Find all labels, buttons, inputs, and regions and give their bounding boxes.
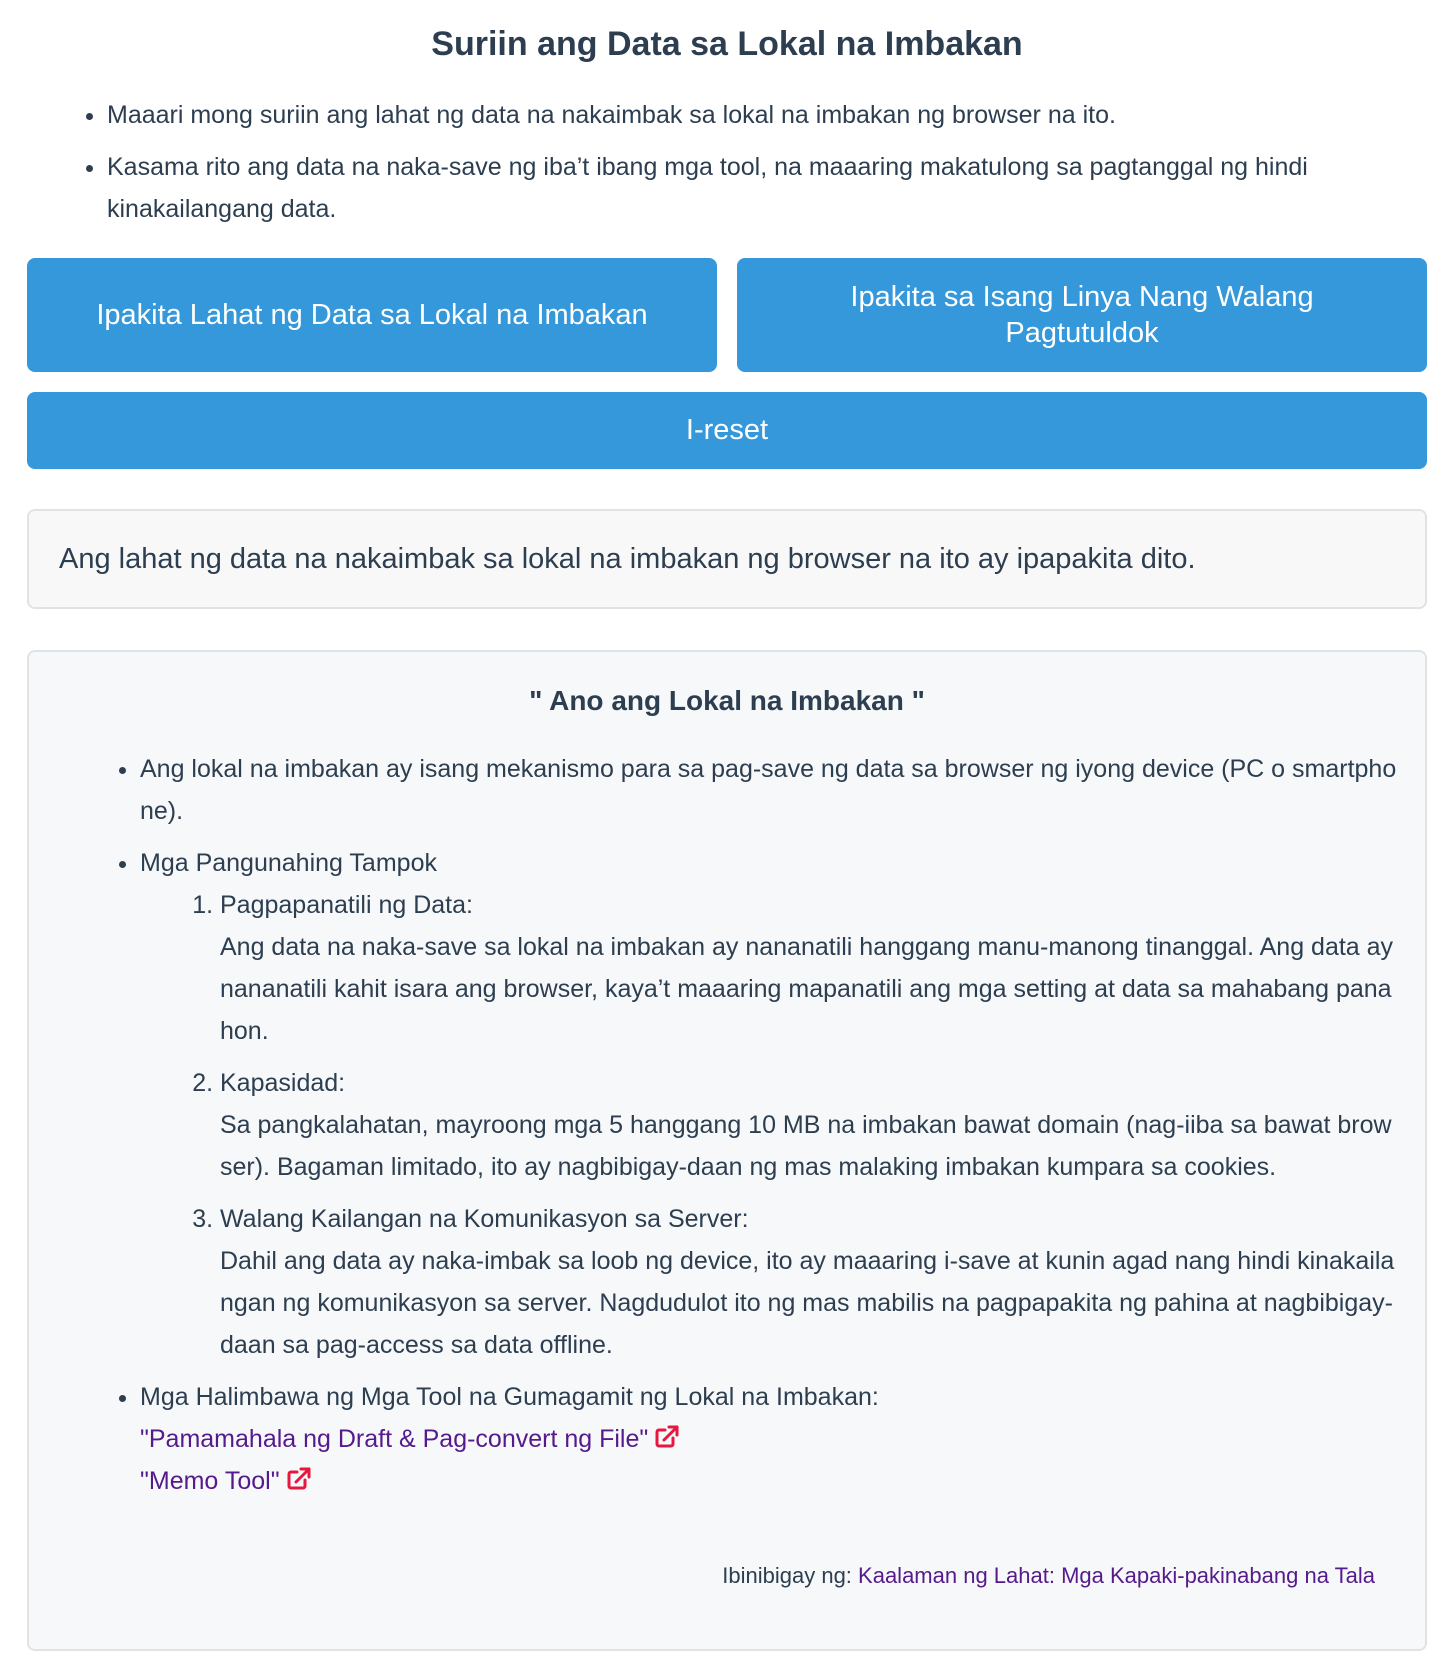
features-item bbox=[140, 842, 1400, 1366]
feature-title: Kapasidad: bbox=[220, 1069, 346, 1097]
intro-item: • Kasama rito ang data na naka-save ng iba’t ibang mga tool, na maaaring makatulong sa pagtanggal ng hindi kinakailangang data. bbox=[107, 146, 1387, 230]
action-buttons bbox=[27, 258, 1427, 372]
draft-tool-link-text: "Pamamahala ng Draft & Pag-convert ng File" bbox=[140, 1425, 649, 1453]
info-heading: " Ano ang Lokal na Imbakan " bbox=[529, 685, 925, 716]
credit-link[interactable]: Kaalaman ng Lahat: Mga Kapaki-pakinabang na Tala bbox=[858, 1563, 1375, 1588]
feature-item bbox=[220, 1198, 1400, 1366]
memo-tool-link[interactable] bbox=[140, 1467, 312, 1495]
page-title: Suriin ang Data sa Lokal na Imbakan bbox=[431, 25, 1023, 63]
intro-item: • Maaari mong suriin ang lahat ng data na nakaimbak sa lokal na imbakan ng browser na ito. bbox=[107, 94, 1387, 136]
output-text: Ang lahat ng data na nakaimbak sa lokal na imbakan ng browser na ito ay ipapakita dito. bbox=[59, 542, 1196, 575]
draft-tool-link[interactable] bbox=[140, 1425, 680, 1453]
output-box bbox=[27, 509, 1427, 609]
definition-item bbox=[140, 748, 1400, 832]
feature-desc: Ang data na naka-save sa lokal na imbakan ay nananatili hanggang manu-manong tinanggal. Ang data ay nananatili kahit isara ang browser, kaya’t maaaring mapanatili ang mga setting at data sa mahabang panahon. bbox=[220, 933, 1394, 1045]
memo-tool-link-text: "Memo Tool" bbox=[140, 1467, 280, 1495]
feature-title: Pagpapanatili ng Data: bbox=[220, 891, 473, 919]
info-list bbox=[29, 748, 1400, 1502]
external-link-icon bbox=[286, 1467, 312, 1491]
show-all-data-button[interactable]: Ipakita Lahat ng Data sa Lokal na Imbakan bbox=[27, 258, 717, 372]
feature-title: Walang Kailangan na Komunikasyon sa Server: bbox=[220, 1205, 749, 1233]
feature-item bbox=[220, 884, 1400, 1052]
features-list bbox=[140, 884, 1400, 1366]
definition-text: Ang lokal na imbakan ay isang mekanismo para sa pag-save ng data sa browser ng iyong device (PC o smartphone). bbox=[140, 755, 1397, 825]
feature-desc: Dahil ang data ay naka-imbak sa loob ng device, ito ay maaaring i-save at kunin agad nang hindi kinakailangan ng komunikasyon sa server. Nagdudulot ito ng mas mabilis na pagpapakita ng pahina at nagbibigay-daan sa pag-access sa data offline. bbox=[220, 1247, 1395, 1359]
intro-list bbox=[0, 94, 1387, 230]
examples-label: Mga Halimbawa ng Mga Tool na Gumagamit ng Lokal na Imbakan: bbox=[140, 1383, 879, 1411]
external-link-icon bbox=[654, 1425, 680, 1449]
info-panel bbox=[27, 650, 1427, 1651]
credit-line bbox=[722, 1563, 1375, 1589]
credit-prefix: Ibinibigay ng: bbox=[722, 1563, 859, 1588]
feature-item bbox=[220, 1062, 1400, 1188]
feature-desc: Sa pangkalahatan, mayroong mga 5 hanggang 10 MB na imbakan bawat domain (nag-iiba sa bawat browser). Bagaman limitado, ito ay nagbibigay-daan ng mas malaking imbakan kumpara sa cookies. bbox=[220, 1111, 1392, 1181]
reset-button[interactable]: I-reset bbox=[27, 392, 1427, 469]
show-single-line-button[interactable]: Ipakita sa Isang Linya Nang Walang Pagtutuldok bbox=[737, 258, 1427, 372]
examples-item bbox=[140, 1376, 1400, 1502]
features-label: Mga Pangunahing Tampok bbox=[140, 849, 437, 877]
